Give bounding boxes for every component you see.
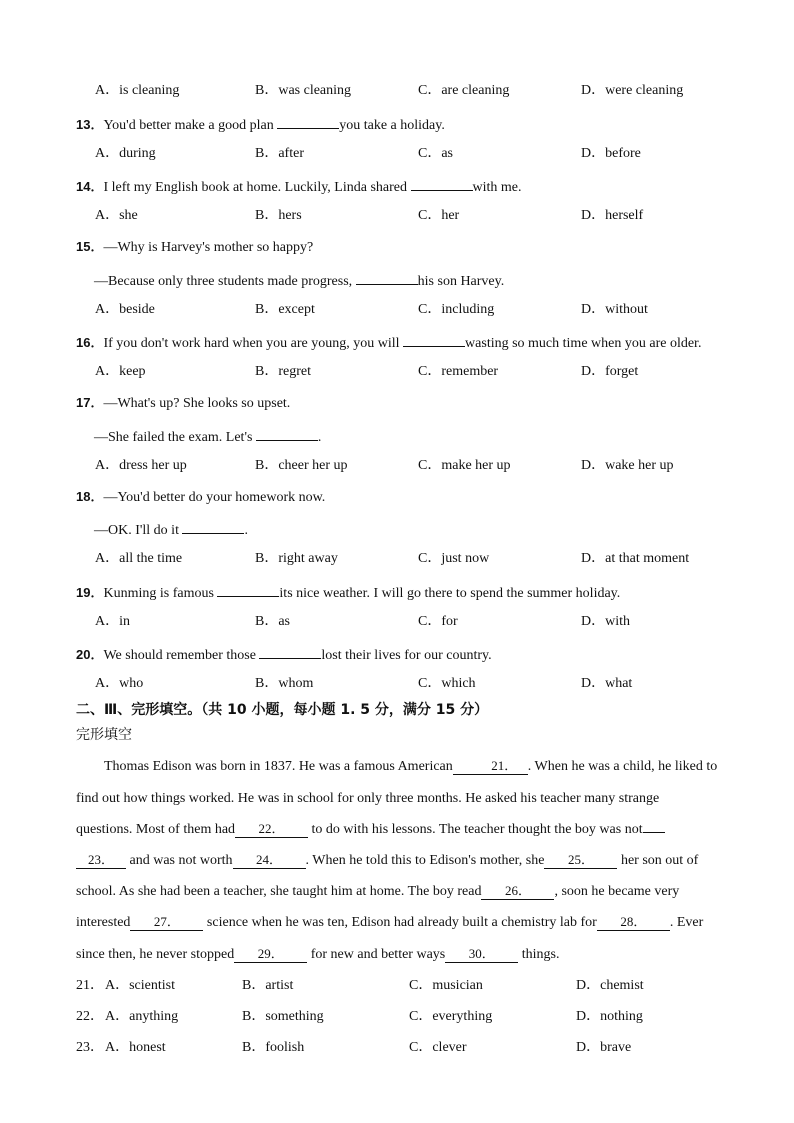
question-17 <box>76 394 290 413</box>
passage-text: her son out of <box>617 853 699 868</box>
blank-30[interactable]: 30． <box>445 946 518 963</box>
option-a[interactable]: A．in <box>95 614 130 629</box>
option-b[interactable]: B．regret <box>255 364 311 379</box>
answer-blank[interactable] <box>277 114 339 129</box>
question-number: 20． <box>76 647 104 662</box>
option-a[interactable]: A．during <box>95 146 156 161</box>
option-d[interactable]: D．at that moment <box>581 551 690 566</box>
option-b[interactable]: B．something <box>242 1009 324 1024</box>
question-text: Kunming is famous <box>103 586 218 601</box>
question-text: —Why is Harvey's mother so happy? <box>103 240 314 255</box>
option-d[interactable]: D．wake her up <box>581 458 674 473</box>
question-14 <box>76 176 522 197</box>
passage-line-3 <box>76 821 744 839</box>
passage-line-2 <box>76 790 744 808</box>
question-text: —What's up? She looks so upset. <box>103 396 291 411</box>
question-text: If you don't work hard when you are young, you will <box>103 336 404 351</box>
option-c[interactable]: C．musician <box>409 978 483 993</box>
option-a[interactable]: A．dress her up <box>95 458 187 473</box>
option-c[interactable]: C．remember <box>418 364 499 379</box>
question-text-end: wasting so much time when you are older. <box>465 336 702 351</box>
answer-blank[interactable] <box>356 270 418 285</box>
passage-text: Thomas Edison was born in 1837. He was a famous American <box>104 759 453 774</box>
passage-text: . When he told this to Edison's mother, she <box>305 853 545 868</box>
blank-28[interactable]: 28． <box>597 914 670 931</box>
option-a[interactable]: A．all the time <box>95 551 183 566</box>
question-20 <box>76 644 492 665</box>
passage-line-6 <box>76 914 744 932</box>
passage-text: . When he was a child, he liked to <box>527 759 718 774</box>
answer-blank[interactable] <box>182 519 244 534</box>
option-d[interactable]: D．without <box>581 302 648 317</box>
option-a[interactable]: A．is cleaning <box>95 83 180 98</box>
blank-21[interactable]: 21． <box>453 758 528 775</box>
passage-text: for new and better ways <box>307 947 446 962</box>
passage-line-5 <box>76 883 744 901</box>
passage-line-4 <box>76 852 744 870</box>
option-a[interactable]: A．she <box>95 208 138 223</box>
passage-text: . Ever <box>669 915 704 930</box>
blank-23[interactable]: 23． <box>76 852 126 869</box>
blank-24[interactable]: 24． <box>233 852 306 869</box>
question-text: —She failed the exam. Let's <box>94 430 256 445</box>
question-text-end: lost their lives for our country. <box>321 648 492 663</box>
question-text-end: . <box>244 523 248 538</box>
option-c[interactable]: C．just now <box>418 551 490 566</box>
option-d[interactable]: D．nothing <box>576 1009 643 1024</box>
question-text: You'd better make a good plan <box>103 118 278 133</box>
option-d[interactable]: D．herself <box>581 208 644 223</box>
question-18-line-2 <box>94 519 248 540</box>
option-b[interactable]: B．artist <box>242 978 294 993</box>
passage-text: to do with his lessons. The teacher thought the boy was not <box>308 822 643 837</box>
question-21-number: 21． <box>76 978 104 993</box>
answer-blank[interactable] <box>259 644 321 659</box>
question-18 <box>76 488 325 507</box>
question-number: 15． <box>76 239 104 254</box>
option-a[interactable]: A．who <box>95 676 144 691</box>
option-b[interactable]: B．as <box>255 614 290 629</box>
answer-blank[interactable] <box>217 582 279 597</box>
question-text-end: you take a holiday. <box>339 118 445 133</box>
option-a[interactable]: A．beside <box>95 302 155 317</box>
blank-23-start[interactable] <box>643 832 665 833</box>
option-b[interactable]: B．after <box>255 146 304 161</box>
option-d[interactable]: D．chemist <box>576 978 644 993</box>
option-d[interactable]: D．brave <box>576 1040 632 1055</box>
option-b[interactable]: B．cheer her up <box>255 458 348 473</box>
option-c[interactable]: C．including <box>418 302 495 317</box>
option-a[interactable]: A．keep <box>95 364 146 379</box>
answer-blank[interactable] <box>411 176 473 191</box>
question-15-line-2 <box>94 270 504 291</box>
question-number: 19． <box>76 585 104 600</box>
option-c[interactable]: C．are cleaning <box>418 83 510 98</box>
question-text: —You'd better do your homework now. <box>103 490 326 505</box>
question-text: I left my English book at home. Luckily, Linda shared <box>103 180 411 195</box>
option-c[interactable]: C．clever <box>409 1040 467 1055</box>
question-13 <box>76 114 445 135</box>
question-22-number: 22． <box>76 1009 104 1024</box>
option-c[interactable]: C．which <box>418 676 476 691</box>
question-17-line-2 <box>94 426 321 447</box>
option-c[interactable]: C．her <box>418 208 460 223</box>
question-23-number: 23． <box>76 1040 104 1055</box>
question-number: 14． <box>76 179 104 194</box>
passage-line-7 <box>76 946 744 964</box>
option-b[interactable]: B．whom <box>255 676 314 691</box>
passage-text: interested <box>76 915 131 930</box>
question-number: 18． <box>76 489 104 504</box>
passage-line-1 <box>76 758 744 776</box>
question-text: —OK. I'll do it <box>94 523 183 538</box>
passage-text: since then, he never stopped <box>76 947 235 962</box>
passage-text: science when he was ten, Edison had already built a chemistry lab for <box>203 915 597 930</box>
blank-26[interactable]: 26． <box>481 883 554 900</box>
blank-27[interactable]: 27． <box>130 914 203 931</box>
option-d[interactable]: D．were cleaning <box>581 83 684 98</box>
option-c[interactable]: C．make her up <box>418 458 511 473</box>
question-text-end: . <box>317 430 322 445</box>
question-text: We should remember those <box>103 648 260 663</box>
question-number: 16． <box>76 335 104 350</box>
passage-text: questions. Most of them had <box>76 822 236 837</box>
option-d[interactable]: D．before <box>581 146 641 161</box>
option-a[interactable]: A．honest <box>105 1040 166 1055</box>
answer-blank[interactable] <box>256 426 318 441</box>
option-c[interactable]: C．everything <box>409 1009 493 1024</box>
option-c[interactable]: C．as <box>418 146 453 161</box>
option-d[interactable]: D．what <box>581 676 633 691</box>
blank-25[interactable]: 25． <box>544 852 617 869</box>
blank-22[interactable]: 22． <box>235 821 308 838</box>
option-b[interactable]: B．was cleaning <box>255 83 352 98</box>
answer-blank[interactable] <box>403 332 465 347</box>
option-a[interactable]: A．anything <box>105 1009 179 1024</box>
option-c[interactable]: C．for <box>418 614 458 629</box>
option-b[interactable]: B．hers <box>255 208 302 223</box>
section-subtitle: 完形填空 <box>76 727 132 743</box>
option-a[interactable]: A．scientist <box>105 978 175 993</box>
passage-text: find out how things worked. He was in school for only three months. He asked his teacher many strange <box>76 791 660 806</box>
option-d[interactable]: D．with <box>581 614 630 629</box>
passage-text: and was not worth <box>126 853 233 868</box>
blank-29[interactable]: 29． <box>234 946 307 963</box>
question-15 <box>76 238 313 257</box>
option-b[interactable]: B．foolish <box>242 1040 305 1055</box>
passage-text: things. <box>518 947 560 962</box>
question-19 <box>76 582 620 603</box>
question-text-end: with me. <box>472 180 522 195</box>
question-number: 13． <box>76 117 104 132</box>
passage-text: school. As she had been a teacher, she taught him at home. The boy read <box>76 884 482 899</box>
question-text: —Because only three students made progress, <box>94 274 356 289</box>
question-text-end: his son Harvey. <box>417 274 505 289</box>
option-b[interactable]: B．right away <box>255 551 338 566</box>
question-16 <box>76 332 701 353</box>
option-b[interactable]: B．except <box>255 302 315 317</box>
question-text-end: its nice weather. I will go there to spend the summer holiday. <box>279 586 621 601</box>
option-d[interactable]: D．forget <box>581 364 639 379</box>
passage-text: , soon he became very <box>554 884 680 899</box>
question-number: 17． <box>76 395 104 410</box>
section-title: 二、Ⅲ、完形填空。（共 10 小题，每小题 1. 5 分，满分 15 分） <box>76 702 489 718</box>
